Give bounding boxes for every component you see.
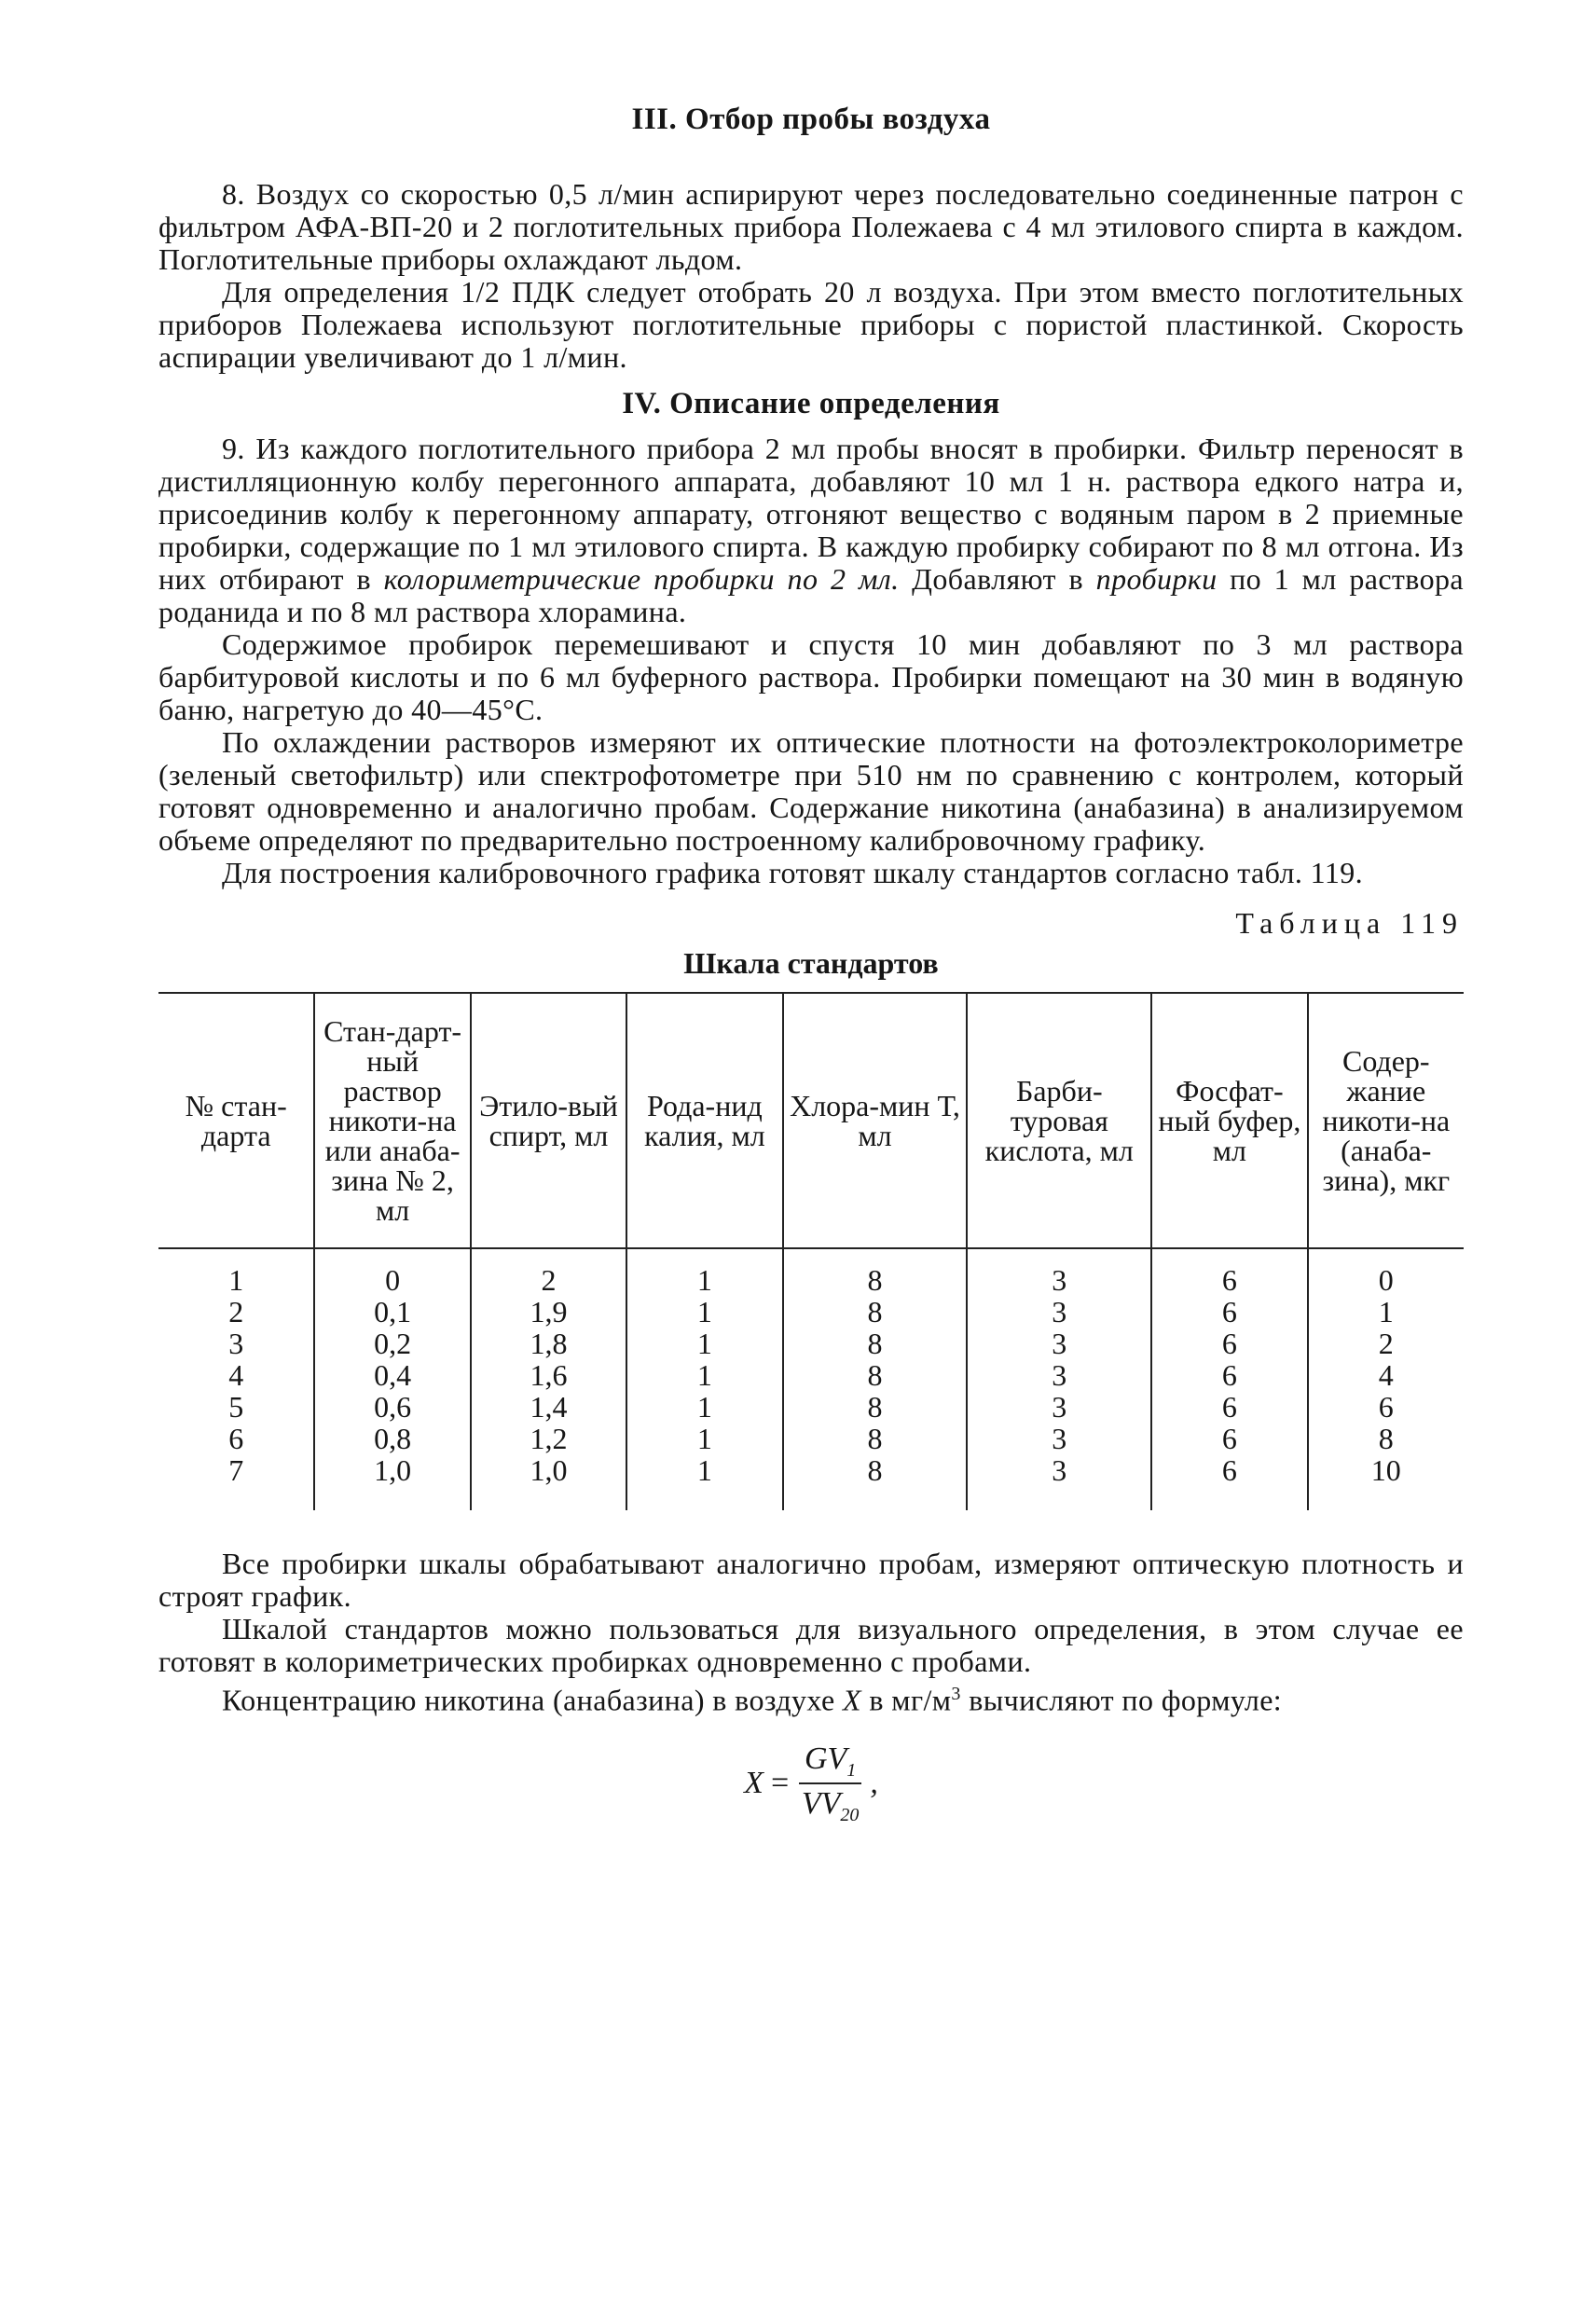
table-body-row: [158, 1248, 1464, 1510]
header-standard-no: № стан-дарта: [158, 993, 314, 1248]
table-cell: 1,0: [530, 1453, 568, 1487]
table-cell: 1: [228, 1263, 244, 1297]
paragraph-12: Для построения калибровочного графика готовят шкалу стандартов согласно табл. 119.: [222, 856, 1364, 889]
table-cell: 0,2: [374, 1327, 412, 1360]
table-cell: 4: [1378, 1358, 1394, 1392]
table-cell: 0: [385, 1263, 401, 1297]
formula-fraction: [796, 1741, 865, 1827]
table-cell: 7: [228, 1453, 244, 1487]
column-ethanol: [471, 1248, 626, 1510]
table-cell: 1: [696, 1390, 712, 1424]
denominator-text: VV: [801, 1786, 841, 1822]
table-cell: 8: [867, 1263, 883, 1297]
formula: [158, 1741, 1464, 1827]
table-cell: 6: [1221, 1358, 1237, 1392]
paragraph-13: Все пробирки шкалы обрабатывают аналогично пробам, измеряют оптическую плотность и строят график.: [158, 1547, 1464, 1613]
table-cell: 3: [1052, 1422, 1067, 1455]
fraction-half: 1/2: [461, 275, 501, 309]
header-nicotine-content: Содер-жание никоти-на (анаба-зина), мкг: [1308, 993, 1464, 1248]
table-cell: 1: [696, 1422, 712, 1455]
p9-part-a: 9. Из каждого поглотительного прибора 2 мл пробы вносят в пробирки. Фильтр переносят в дистилляционную колбу перегонного аппарата, добавляют 10 мл 1 н. раствора едкого натра и, присоединив колбу к перегонному аппарату, отгоняют вещество с водяным паром в 2 приемные пробирки, содержащие по 1 мл этилового спирта. В каждую пробирку собирают по 8 мл отгона. Из них отбирают в: [158, 432, 1464, 596]
paragraph-9: [158, 433, 1464, 628]
column-phosphate-buffer: [1151, 1248, 1307, 1510]
numerator-text: GV: [804, 1741, 847, 1776]
formula-numerator: [799, 1741, 861, 1785]
table-cell: 0,6: [374, 1390, 412, 1424]
table-cell: 8: [867, 1358, 883, 1392]
table-cell: 1: [696, 1295, 712, 1328]
p15-part-c: вычисляют по формуле:: [960, 1683, 1283, 1717]
table-cell: 1: [696, 1358, 712, 1392]
column-standard-no: [158, 1248, 314, 1510]
table-cell: 8: [867, 1295, 883, 1328]
table-cell: 3: [1052, 1327, 1067, 1360]
paragraph-11: По охлаждении растворов измеряют их оптические плотности на фотоэлектроколориметре (зеленый светофильтр) или спектрофотометре при 510 нм по сравнению с контролем, который готовят одновременно и аналогично пробам. Содержание никотина (анабазина) в анализируемом объеме определяют по предварительно построенному калибровочному графику.: [158, 725, 1464, 857]
numerator-subscript: 1: [846, 1759, 857, 1781]
paragraph-8b: [158, 276, 1464, 374]
column-standard-solution: [314, 1248, 470, 1510]
column-nicotine-content: [1308, 1248, 1464, 1510]
formula-tail: ,: [870, 1766, 878, 1801]
p9-italic-1: колориметрические пробирки по 2 мл.: [383, 562, 900, 596]
table-cell: 1: [1378, 1295, 1394, 1328]
table-cell: 6: [1378, 1390, 1394, 1424]
table-cell: 1,0: [374, 1453, 412, 1487]
table-cell: 0,1: [374, 1295, 412, 1328]
table-cell: 8: [1378, 1422, 1394, 1455]
table-cell: 3: [1052, 1263, 1067, 1297]
table-cell: 3: [1052, 1358, 1067, 1392]
p8b-pre: Для определения: [222, 275, 461, 309]
formula-denominator: [796, 1784, 865, 1826]
table-cell: 4: [228, 1358, 244, 1392]
table-cell: 2: [228, 1295, 244, 1328]
header-standard-solution: Стан-дарт-ный раствор никоти-на или анаба-зина № 2, мл: [314, 993, 470, 1248]
p15-superscript: 3: [951, 1684, 961, 1704]
column-barbituric-acid: [967, 1248, 1151, 1510]
table-cell: 6: [228, 1422, 244, 1455]
paragraph-10: Содержимое пробирок перемешивают и спустя 10 мин добавляют по 3 мл раствора барбитуровой кислоты и по 6 мл буферного раствора. Пробирки помещают на 30 мин в водяную баню, нагретую до 40—45°С.: [158, 627, 1464, 726]
standards-table: [158, 992, 1464, 1510]
paragraph-15: [158, 1678, 1464, 1717]
header-barbituric-acid: Барби-туровая кислота, мл: [967, 993, 1151, 1248]
table-cell: 1: [696, 1453, 712, 1487]
table-cell: 8: [867, 1390, 883, 1424]
p9-part-c: по 1 мл раствора роданида и по 8 мл раствора хлорамина.: [158, 562, 1465, 628]
section-3-title: III. Отбор пробы воздуха: [631, 103, 991, 136]
table-cell: 3: [1052, 1390, 1067, 1424]
table-title: Шкала стандартов: [683, 946, 939, 980]
table-number: Таблица 119: [1235, 906, 1464, 940]
p15-part-a: Концентрацию никотина (анабазина) в воздухе: [222, 1683, 844, 1717]
table-cell: 8: [867, 1422, 883, 1455]
table-header-row: [158, 993, 1464, 1248]
table-cell: 1: [696, 1327, 712, 1360]
p9-italic-2: пробирки: [1095, 562, 1218, 596]
table-cell: 1,6: [530, 1358, 568, 1392]
table-cell: 6: [1221, 1453, 1237, 1487]
table-cell: 1,8: [530, 1327, 568, 1360]
header-phosphate-buffer: Фосфат-ный буфер, мл: [1151, 993, 1307, 1248]
paragraph-14: Шкалой стандартов можно пользоваться для визуального определения, в этом случае ее готовят в колориметрических пробирках одновременно с пробами.: [158, 1612, 1464, 1678]
denominator-subscript: 20: [840, 1805, 860, 1826]
table-cell: 1: [696, 1263, 712, 1297]
table-cell: 0: [1378, 1263, 1394, 1297]
column-thiocyanate: [626, 1248, 782, 1510]
table-cell: 10: [1370, 1453, 1401, 1487]
table-cell: 2: [1378, 1327, 1394, 1360]
table-cell: 6: [1221, 1390, 1237, 1424]
header-ethanol: Этило-вый спирт, мл: [471, 993, 626, 1248]
table-cell: 8: [867, 1327, 883, 1360]
table-cell: 1,9: [530, 1295, 568, 1328]
p15-variable-x: X: [843, 1683, 861, 1717]
table-cell: 0,4: [374, 1358, 412, 1392]
table-cell: 3: [1052, 1453, 1067, 1487]
section-4-title: IV. Описание определения: [622, 387, 1000, 420]
table-cell: 6: [1221, 1295, 1237, 1328]
header-chloramine: Хлора-мин Т, мл: [783, 993, 968, 1248]
table-cell: 2: [541, 1263, 557, 1297]
table-cell: 3: [1052, 1295, 1067, 1328]
table-cell: 6: [1221, 1263, 1237, 1297]
header-thiocyanate: Рода-нид калия, мл: [626, 993, 782, 1248]
table-cell: 5: [228, 1390, 244, 1424]
formula-lhs: X: [744, 1766, 764, 1801]
paragraph-8: 8. Воздух со скоростью 0,5 л/мин аспирируют через последовательно соединенные патрон с фильтром АФА-ВП-20 и 2 поглотительных прибора Полежаева с 4 мл этилового спирта в каждом. Поглотительные приборы охлаждают льдом.: [158, 177, 1464, 276]
table-cell: 8: [867, 1453, 883, 1487]
table-cell: 1,4: [530, 1390, 568, 1424]
formula-equals: =: [768, 1766, 791, 1801]
p9-part-b: Добавляют в: [899, 562, 1096, 596]
table-cell: 6: [1221, 1327, 1237, 1360]
p15-part-b: в мг/м: [860, 1683, 952, 1717]
table-cell: 0,8: [374, 1422, 412, 1455]
table-cell: 1,2: [530, 1422, 568, 1455]
document-page: [158, 103, 1464, 1826]
table-cell: 3: [228, 1327, 244, 1360]
column-chloramine: [783, 1248, 968, 1510]
p8b-post: ПДК следует отобрать 20 л воздуха. При этом вместо поглотительных приборов Полежаева используют поглотительные приборы с пористой пластинкой. Скорость аспирации увеличивают до 1 л/мин.: [158, 275, 1464, 374]
table-cell: 6: [1221, 1422, 1237, 1455]
